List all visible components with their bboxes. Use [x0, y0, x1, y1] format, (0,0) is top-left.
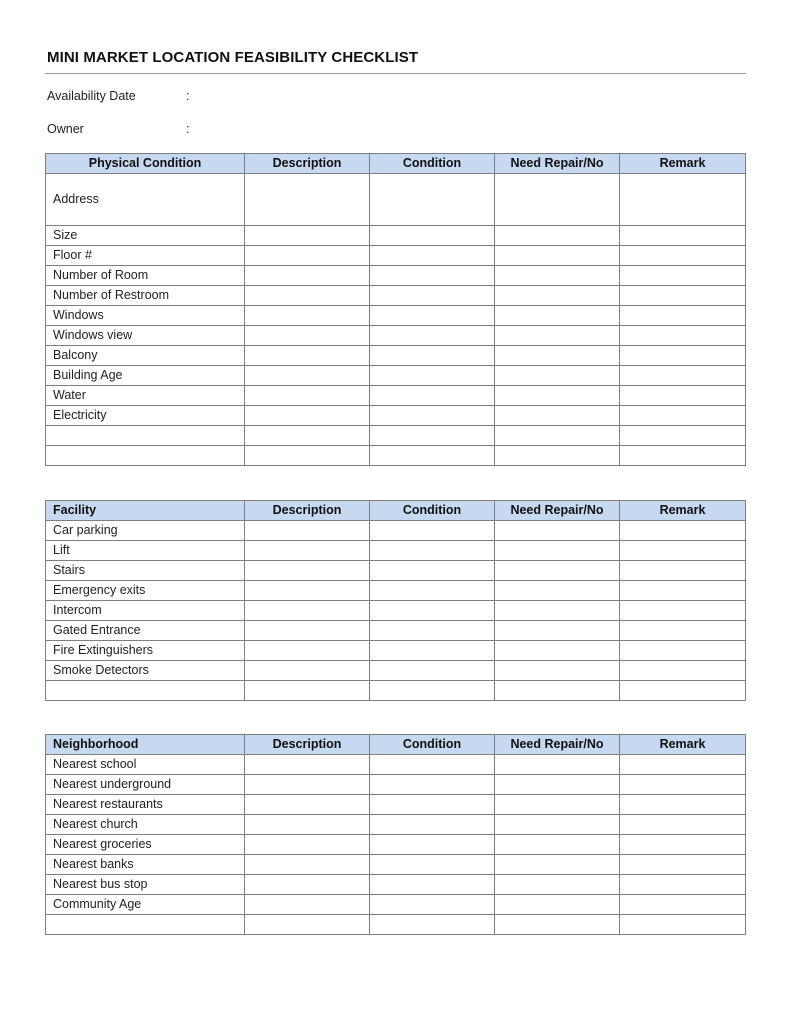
table-row: [46, 621, 746, 641]
table-row: [46, 226, 746, 246]
condition-cell[interactable]: [370, 621, 495, 641]
remark-cell[interactable]: [620, 661, 746, 681]
description-cell[interactable]: [245, 621, 370, 641]
need-repair-cell[interactable]: [495, 835, 620, 855]
description-cell[interactable]: [245, 366, 370, 386]
remark-cell[interactable]: [620, 426, 746, 446]
table-row: [46, 426, 746, 446]
need-repair-cell[interactable]: [495, 581, 620, 601]
table-row: [46, 895, 746, 915]
condition-cell[interactable]: [370, 521, 495, 541]
remark-cell[interactable]: [620, 266, 746, 286]
remark-cell[interactable]: [620, 795, 746, 815]
table-row: [46, 366, 746, 386]
item-cell: Stairs: [46, 561, 245, 581]
description-header: Description: [245, 501, 370, 521]
item-cell: Nearest church: [46, 815, 245, 835]
condition-cell[interactable]: [370, 226, 495, 246]
condition-cell[interactable]: [370, 855, 495, 875]
table-row: [46, 641, 746, 661]
condition-header: Condition: [370, 501, 495, 521]
need-repair-cell[interactable]: [495, 681, 620, 701]
description-cell[interactable]: [245, 266, 370, 286]
table-row: [46, 581, 746, 601]
need-repair-cell[interactable]: [495, 855, 620, 875]
description-cell[interactable]: [245, 895, 370, 915]
remark-cell[interactable]: [620, 306, 746, 326]
remark-cell[interactable]: [620, 815, 746, 835]
remark-header: Remark: [620, 154, 746, 174]
need-repair-cell[interactable]: [495, 795, 620, 815]
table-row: [46, 386, 746, 406]
page-title: MINI MARKET LOCATION FEASIBILITY CHECKLIST: [47, 49, 419, 66]
need-repair-cell[interactable]: [495, 286, 620, 306]
item-cell: Fire Extinguishers: [46, 641, 245, 661]
item-cell: Number of Restroom: [46, 286, 245, 306]
item-cell: Intercom: [46, 601, 245, 621]
need-repair-cell[interactable]: [495, 306, 620, 326]
remark-cell[interactable]: [620, 286, 746, 306]
description-cell[interactable]: [245, 246, 370, 266]
physical-condition-table: [45, 153, 746, 466]
table-row: [46, 246, 746, 266]
condition-cell[interactable]: [370, 795, 495, 815]
item-cell: Balcony: [46, 346, 245, 366]
description-cell[interactable]: [245, 386, 370, 406]
condition-cell[interactable]: [370, 306, 495, 326]
category-header: Physical Condition: [46, 154, 245, 174]
item-cell: [46, 915, 245, 935]
remark-cell[interactable]: [620, 386, 746, 406]
remark-cell[interactable]: [620, 581, 746, 601]
description-cell[interactable]: [245, 915, 370, 935]
table-row: [46, 541, 746, 561]
need-repair-cell[interactable]: [495, 386, 620, 406]
need-repair-cell[interactable]: [495, 406, 620, 426]
condition-cell[interactable]: [370, 174, 495, 226]
item-cell: Gated Entrance: [46, 621, 245, 641]
table-row: [46, 835, 746, 855]
need-repair-cell[interactable]: [495, 521, 620, 541]
description-cell[interactable]: [245, 755, 370, 775]
need-repair-cell[interactable]: [495, 915, 620, 935]
remark-cell[interactable]: [620, 246, 746, 266]
need-repair-cell[interactable]: [495, 326, 620, 346]
description-cell[interactable]: [245, 286, 370, 306]
item-cell: Number of Room: [46, 266, 245, 286]
condition-cell[interactable]: [370, 446, 495, 466]
need-repair-cell[interactable]: [495, 446, 620, 466]
item-cell: [46, 446, 245, 466]
need-repair-cell[interactable]: [495, 541, 620, 561]
remark-cell[interactable]: [620, 835, 746, 855]
description-cell[interactable]: [245, 815, 370, 835]
condition-cell[interactable]: [370, 581, 495, 601]
table-row: [46, 346, 746, 366]
need-repair-cell[interactable]: [495, 426, 620, 446]
description-header: Description: [245, 154, 370, 174]
table-row: [46, 755, 746, 775]
remark-cell[interactable]: [620, 561, 746, 581]
availability-date-colon: :: [186, 89, 190, 103]
description-cell[interactable]: [245, 835, 370, 855]
need-repair-header: Need Repair/No: [495, 501, 620, 521]
description-cell[interactable]: [245, 521, 370, 541]
remark-cell[interactable]: [620, 915, 746, 935]
condition-cell[interactable]: [370, 246, 495, 266]
condition-cell[interactable]: [370, 755, 495, 775]
table-row: [46, 815, 746, 835]
condition-cell[interactable]: [370, 426, 495, 446]
remark-cell[interactable]: [620, 406, 746, 426]
condition-cell[interactable]: [370, 286, 495, 306]
remark-cell[interactable]: [620, 366, 746, 386]
need-repair-cell[interactable]: [495, 875, 620, 895]
remark-cell[interactable]: [620, 446, 746, 466]
item-cell: Nearest bus stop: [46, 875, 245, 895]
condition-cell[interactable]: [370, 601, 495, 621]
need-repair-header: Need Repair/No: [495, 154, 620, 174]
condition-cell[interactable]: [370, 915, 495, 935]
description-cell[interactable]: [245, 661, 370, 681]
condition-cell[interactable]: [370, 366, 495, 386]
table-row: [46, 286, 746, 306]
condition-cell[interactable]: [370, 386, 495, 406]
remark-cell[interactable]: [620, 641, 746, 661]
item-cell: Building Age: [46, 366, 245, 386]
need-repair-header: Need Repair/No: [495, 735, 620, 755]
description-cell[interactable]: [245, 426, 370, 446]
item-cell: Windows: [46, 306, 245, 326]
item-cell: Nearest underground: [46, 775, 245, 795]
table-row: [46, 406, 746, 426]
table-row: [46, 681, 746, 701]
description-cell[interactable]: [245, 561, 370, 581]
table-row: [46, 174, 746, 226]
remark-cell[interactable]: [620, 601, 746, 621]
remark-cell[interactable]: [620, 775, 746, 795]
owner-colon: :: [186, 122, 190, 136]
remark-cell[interactable]: [620, 174, 746, 226]
item-cell: Floor #: [46, 246, 245, 266]
remark-cell[interactable]: [620, 755, 746, 775]
need-repair-cell[interactable]: [495, 641, 620, 661]
condition-cell[interactable]: [370, 835, 495, 855]
category-header: Neighborhood: [46, 735, 245, 755]
condition-cell[interactable]: [370, 541, 495, 561]
table-row: [46, 561, 746, 581]
condition-cell[interactable]: [370, 561, 495, 581]
need-repair-cell[interactable]: [495, 174, 620, 226]
table-row: [46, 601, 746, 621]
remark-cell[interactable]: [620, 346, 746, 366]
description-cell[interactable]: [245, 775, 370, 795]
owner-field: [47, 122, 190, 136]
condition-cell[interactable]: [370, 815, 495, 835]
need-repair-cell[interactable]: [495, 661, 620, 681]
availability-date-label: Availability Date: [47, 89, 136, 103]
owner-label: Owner: [47, 122, 84, 136]
item-cell: Water: [46, 386, 245, 406]
table-row: [46, 446, 746, 466]
condition-cell[interactable]: [370, 406, 495, 426]
description-cell[interactable]: [245, 174, 370, 226]
table-header-row: [46, 501, 746, 521]
item-cell: Nearest banks: [46, 855, 245, 875]
description-cell[interactable]: [245, 226, 370, 246]
description-cell[interactable]: [245, 681, 370, 701]
condition-cell[interactable]: [370, 661, 495, 681]
table-header-row: [46, 735, 746, 755]
description-cell[interactable]: [245, 795, 370, 815]
table-row: [46, 326, 746, 346]
table-row: [46, 875, 746, 895]
neighborhood-table: [45, 734, 746, 935]
table-row: [46, 661, 746, 681]
description-cell[interactable]: [245, 406, 370, 426]
table-row: [46, 795, 746, 815]
description-cell[interactable]: [245, 541, 370, 561]
table-header-row: [46, 154, 746, 174]
condition-header: Condition: [370, 154, 495, 174]
table-row: [46, 266, 746, 286]
item-cell: Nearest restaurants: [46, 795, 245, 815]
availability-date-field: [47, 89, 190, 103]
item-cell: Nearest school: [46, 755, 245, 775]
need-repair-cell[interactable]: [495, 346, 620, 366]
table-row: [46, 775, 746, 795]
condition-cell[interactable]: [370, 326, 495, 346]
need-repair-cell[interactable]: [495, 266, 620, 286]
description-cell[interactable]: [245, 875, 370, 895]
description-cell[interactable]: [245, 855, 370, 875]
need-repair-cell[interactable]: [495, 366, 620, 386]
description-cell[interactable]: [245, 641, 370, 661]
item-cell: [46, 426, 245, 446]
need-repair-cell[interactable]: [495, 561, 620, 581]
condition-cell[interactable]: [370, 875, 495, 895]
condition-cell[interactable]: [370, 895, 495, 915]
remark-header: Remark: [620, 501, 746, 521]
need-repair-cell[interactable]: [495, 246, 620, 266]
need-repair-cell[interactable]: [495, 755, 620, 775]
condition-header: Condition: [370, 735, 495, 755]
table-row: [46, 855, 746, 875]
item-cell: Size: [46, 226, 245, 246]
description-header: Description: [245, 735, 370, 755]
item-cell: Lift: [46, 541, 245, 561]
remark-cell[interactable]: [620, 855, 746, 875]
remark-cell[interactable]: [620, 326, 746, 346]
need-repair-cell[interactable]: [495, 226, 620, 246]
item-cell: Windows view: [46, 326, 245, 346]
remark-cell[interactable]: [620, 621, 746, 641]
facility-table: [45, 500, 746, 701]
item-cell: Community Age: [46, 895, 245, 915]
description-cell[interactable]: [245, 326, 370, 346]
remark-cell[interactable]: [620, 895, 746, 915]
condition-cell[interactable]: [370, 641, 495, 661]
description-cell[interactable]: [245, 446, 370, 466]
condition-cell[interactable]: [370, 681, 495, 701]
table-row: [46, 306, 746, 326]
condition-cell[interactable]: [370, 775, 495, 795]
need-repair-cell[interactable]: [495, 895, 620, 915]
description-cell[interactable]: [245, 581, 370, 601]
need-repair-cell[interactable]: [495, 815, 620, 835]
table-row: [46, 915, 746, 935]
item-cell: Address: [46, 174, 245, 226]
item-cell: [46, 681, 245, 701]
title-divider: [45, 73, 746, 74]
condition-cell[interactable]: [370, 266, 495, 286]
remark-cell[interactable]: [620, 875, 746, 895]
item-cell: Nearest groceries: [46, 835, 245, 855]
item-cell: Car parking: [46, 521, 245, 541]
category-header: Facility: [46, 501, 245, 521]
remark-cell[interactable]: [620, 521, 746, 541]
description-cell[interactable]: [245, 601, 370, 621]
table-row: [46, 521, 746, 541]
need-repair-cell[interactable]: [495, 775, 620, 795]
item-cell: Smoke Detectors: [46, 661, 245, 681]
remark-cell[interactable]: [620, 226, 746, 246]
condition-cell[interactable]: [370, 346, 495, 366]
description-cell[interactable]: [245, 306, 370, 326]
item-cell: Electricity: [46, 406, 245, 426]
need-repair-cell[interactable]: [495, 621, 620, 641]
remark-cell[interactable]: [620, 681, 746, 701]
item-cell: Emergency exits: [46, 581, 245, 601]
description-cell[interactable]: [245, 346, 370, 366]
need-repair-cell[interactable]: [495, 601, 620, 621]
remark-header: Remark: [620, 735, 746, 755]
remark-cell[interactable]: [620, 541, 746, 561]
